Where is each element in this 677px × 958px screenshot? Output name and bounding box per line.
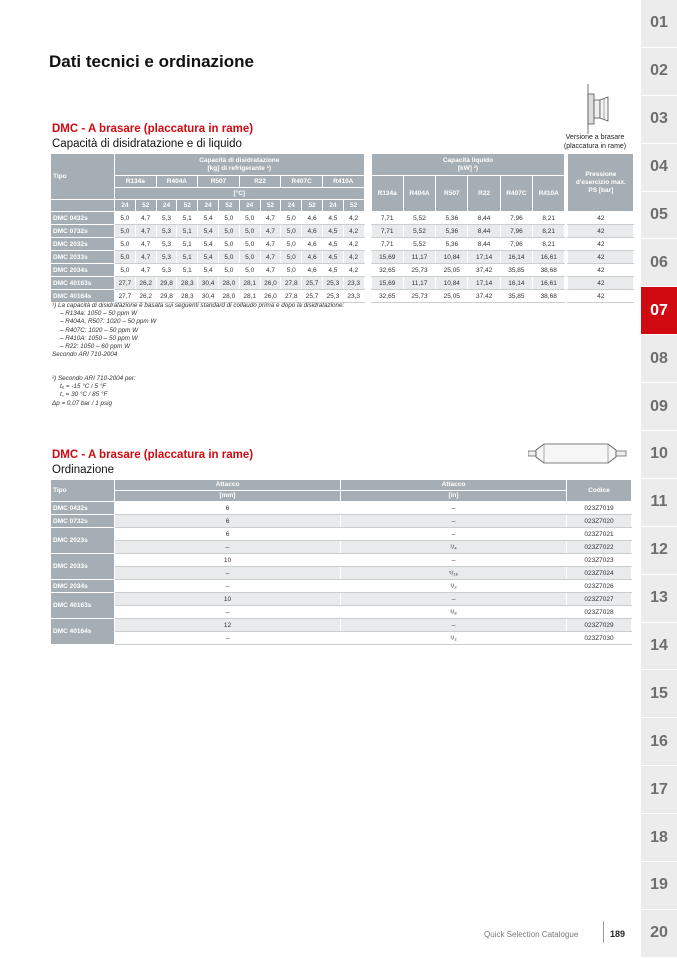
- dis-cell: 25,3: [322, 277, 343, 290]
- attacco-in-cell: –: [341, 619, 567, 632]
- table-row: [51, 528, 632, 541]
- dis-cell: 5,4: [198, 225, 219, 238]
- dis-cell: 5,0: [239, 264, 260, 277]
- liq-cell: 16,14: [500, 251, 532, 264]
- dis-cell: 4,5: [322, 251, 343, 264]
- refrigerant-liq-header: R134a: [371, 176, 403, 212]
- dis-cell: 28,1: [239, 277, 260, 290]
- dis-cell: 4,7: [260, 212, 281, 225]
- liq-cell: 5,36: [436, 238, 468, 251]
- ps-header-3: PS [bar]: [588, 186, 614, 194]
- tab-01[interactable]: 01: [641, 0, 677, 48]
- tab-03[interactable]: 03: [641, 96, 677, 144]
- tab-09[interactable]: 09: [641, 383, 677, 431]
- dis-cell: 5,1: [177, 212, 198, 225]
- dis-cell: 5,4: [198, 238, 219, 251]
- row-tipo: DMC 40163s: [51, 277, 115, 290]
- dis-cell: 4,7: [260, 225, 281, 238]
- temp-header: 52: [177, 200, 198, 212]
- dis-cell: 4,5: [322, 238, 343, 251]
- table-row: [51, 290, 634, 303]
- dis-cell: 5,0: [281, 264, 302, 277]
- unit-celsius: [°C]: [115, 188, 365, 200]
- liq-cell: 5,36: [436, 212, 468, 225]
- code-cell: 023Z7029: [567, 619, 632, 632]
- row-tipo: DMC 40164s: [51, 290, 115, 303]
- unit-mm: [mm]: [115, 491, 341, 502]
- liq-cell: 11,17: [403, 277, 435, 290]
- ordering-table: [50, 479, 632, 645]
- liq-cell: 38,68: [533, 264, 565, 277]
- dis-cell: 4,7: [135, 225, 156, 238]
- dis-cell: 5,3: [156, 225, 177, 238]
- tab-05[interactable]: 05: [641, 192, 677, 240]
- row-tipo: DMC 0732s: [51, 515, 115, 528]
- table-row: [51, 554, 632, 567]
- dis-cell: 5,1: [177, 238, 198, 251]
- note-line: ²) Secondo ARI 710-2004 per:: [52, 375, 136, 382]
- dis-cell: 4,5: [322, 225, 343, 238]
- attacco-in-cell: –: [341, 593, 567, 606]
- dis-cell: 5,0: [239, 212, 260, 225]
- dis-cell: 26,2: [135, 290, 156, 303]
- dis-cell: 5,0: [115, 225, 136, 238]
- dis-cell: 5,0: [239, 238, 260, 251]
- dis-cell: 5,0: [115, 238, 136, 251]
- liq-cell: 8,44: [468, 225, 500, 238]
- temp-header: 24: [239, 200, 260, 212]
- attacco-mm-cell: 6: [115, 528, 341, 541]
- code-cell: 023Z7030: [567, 632, 632, 645]
- dis-cell: 30,4: [198, 290, 219, 303]
- row-tipo: DMC 2023s: [51, 528, 115, 554]
- row-tipo: DMC 40163s: [51, 593, 115, 619]
- table-row: [51, 238, 634, 251]
- dis-cell: 28,0: [218, 277, 239, 290]
- dis-cell: 4,6: [302, 225, 323, 238]
- refrigerant-liq-header: R404A: [403, 176, 435, 212]
- cap-liq-header-1: Capacità liquido: [442, 156, 494, 164]
- refrigerant-dis-header: R507: [198, 176, 240, 188]
- section1-title: DMC - A brasare (placcatura in rame): [52, 123, 254, 135]
- liq-cell: 35,85: [500, 290, 532, 303]
- attacco-in-cell: ⁵/₁₆: [341, 567, 567, 580]
- section2-subtitle: Ordinazione: [52, 464, 115, 476]
- liq-cell: 8,44: [468, 212, 500, 225]
- tab-19[interactable]: 19: [641, 862, 677, 910]
- tab-10[interactable]: 10: [641, 431, 677, 479]
- tab-20[interactable]: 20: [641, 910, 677, 958]
- refrigerant-liq-header: R407C: [500, 176, 532, 212]
- note-line: tₑ = -15 °C / 5 °F: [60, 383, 107, 391]
- dis-cell: 4,5: [322, 212, 343, 225]
- liq-cell: 17,14: [468, 251, 500, 264]
- refrigerant-dis-header: R134a: [115, 176, 157, 188]
- dis-cell: 4,2: [343, 264, 364, 277]
- note-line: – R410A: 1050 – 50 ppm W: [60, 334, 138, 342]
- dis-cell: 4,6: [302, 251, 323, 264]
- tab-11[interactable]: 11: [641, 479, 677, 527]
- dis-cell: 5,3: [156, 264, 177, 277]
- refrigerant-liq-header: R410A: [533, 176, 565, 212]
- attacco-mm-cell: –: [115, 606, 341, 619]
- refrigerant-liq-header: R22: [468, 176, 500, 212]
- liq-cell: 7,96: [500, 238, 532, 251]
- tab-18[interactable]: 18: [641, 814, 677, 862]
- liq-cell: 11,17: [403, 251, 435, 264]
- dis-cell: 27,8: [281, 290, 302, 303]
- dis-cell: 5,0: [239, 251, 260, 264]
- dis-cell: 4,7: [135, 251, 156, 264]
- liq-cell: 32,65: [371, 290, 403, 303]
- row-tipo: DMC 2033s: [51, 251, 115, 264]
- dis-cell: 29,8: [156, 290, 177, 303]
- liq-cell: 35,85: [500, 264, 532, 277]
- liq-cell: 15,69: [371, 277, 403, 290]
- tab-07[interactable]: 07: [641, 287, 677, 335]
- code-cell: 023Z7024: [567, 567, 632, 580]
- col-codice: Codice: [567, 480, 632, 502]
- dis-cell: 5,4: [198, 264, 219, 277]
- liq-cell: 38,68: [533, 290, 565, 303]
- dis-cell: 25,7: [302, 277, 323, 290]
- code-cell: 023Z7027: [567, 593, 632, 606]
- section1-subtitle: Capacità di disidratazione e di liquido: [52, 138, 242, 150]
- temp-header: 24: [198, 200, 219, 212]
- note-line: – R407C: 1020 – 50 ppm W: [60, 326, 139, 334]
- liq-cell: 5,52: [403, 238, 435, 251]
- liq-cell: 25,73: [403, 290, 435, 303]
- table-row: [51, 212, 634, 225]
- liq-cell: 17,14: [468, 277, 500, 290]
- row-tipo: DMC 2034s: [51, 264, 115, 277]
- tab-04[interactable]: 04: [641, 144, 677, 192]
- dis-cell: 4,7: [260, 238, 281, 251]
- dis-cell: 23,3: [343, 277, 364, 290]
- note-line: t꜀ = 30 °C / 85 °F: [60, 391, 108, 399]
- table-row: [51, 264, 634, 277]
- dis-cell: 28,0: [218, 290, 239, 303]
- page-number: 189: [610, 929, 626, 939]
- dis-cell: 4,6: [302, 238, 323, 251]
- table-row: [51, 580, 632, 593]
- attacco-mm-cell: –: [115, 567, 341, 580]
- col-tipo: Tipo: [51, 154, 115, 200]
- dis-cell: 4,2: [343, 212, 364, 225]
- tab-15[interactable]: 15: [641, 670, 677, 718]
- temp-header: 52: [343, 200, 364, 212]
- dis-cell: 29,8: [156, 277, 177, 290]
- dis-cell: 5,0: [115, 251, 136, 264]
- dis-cell: 5,4: [198, 251, 219, 264]
- dis-cell: 4,7: [260, 264, 281, 277]
- code-cell: 023Z7026: [567, 580, 632, 593]
- attacco-in-cell: –: [341, 554, 567, 567]
- row-tipo: DMC 0432s: [51, 502, 115, 515]
- liq-cell: 5,52: [403, 225, 435, 238]
- refrigerant-dis-header: R22: [239, 176, 281, 188]
- row-tipo: DMC 40164s: [51, 619, 115, 645]
- dis-cell: 5,0: [239, 225, 260, 238]
- code-cell: 023Z7021: [567, 528, 632, 541]
- table-row: [51, 541, 632, 554]
- temp-header: 52: [302, 200, 323, 212]
- dis-cell: 5,0: [218, 212, 239, 225]
- temp-header: 24: [322, 200, 343, 212]
- attacco-mm-cell: 10: [115, 593, 341, 606]
- attacco-mm-cell: –: [115, 541, 341, 554]
- dis-cell: 5,1: [177, 251, 198, 264]
- dis-cell: 27,7: [115, 290, 136, 303]
- refrigerant-dis-header: R404A: [156, 176, 198, 188]
- liq-cell: 8,21: [533, 212, 565, 225]
- dis-cell: 5,1: [177, 225, 198, 238]
- liq-cell: 7,96: [500, 225, 532, 238]
- valve-side-drawing: [582, 84, 614, 134]
- filter-drier-drawing: [528, 438, 628, 468]
- dis-cell: 4,6: [302, 212, 323, 225]
- col-attacco-in: Attacco: [341, 480, 567, 491]
- table-row: [51, 515, 632, 528]
- attacco-in-cell: ¹/₄: [341, 541, 567, 554]
- note-line: – R22: 1050 – 60 ppm W: [60, 343, 131, 351]
- tab-02[interactable]: 02: [641, 48, 677, 96]
- dis-cell: 5,0: [281, 225, 302, 238]
- dis-cell: 28,1: [239, 290, 260, 303]
- table-row: [51, 251, 634, 264]
- liq-cell: 7,71: [371, 225, 403, 238]
- dis-cell: 5,3: [156, 251, 177, 264]
- tab-16[interactable]: 16: [641, 718, 677, 766]
- dis-cell: 4,7: [135, 238, 156, 251]
- table-row: [51, 606, 632, 619]
- dis-cell: 5,0: [281, 238, 302, 251]
- dis-cell: 28,3: [177, 290, 198, 303]
- liq-cell: 16,61: [533, 277, 565, 290]
- attacco-in-cell: ¹/₂: [341, 632, 567, 645]
- liq-cell: 37,42: [468, 264, 500, 277]
- table-row: [51, 502, 632, 515]
- dis-cell: 5,0: [218, 238, 239, 251]
- attacco-mm-cell: –: [115, 580, 341, 593]
- dis-cell: 5,0: [218, 225, 239, 238]
- tab-12[interactable]: 12: [641, 527, 677, 575]
- liq-cell: 25,73: [403, 264, 435, 277]
- note-line: – R134a: 1050 – 50 ppm W: [60, 310, 138, 318]
- ps-header-2: d'esercizio max.: [575, 178, 626, 186]
- code-cell: 023Z7022: [567, 541, 632, 554]
- code-cell: 023Z7020: [567, 515, 632, 528]
- refrigerant-dis-header: R410A: [322, 176, 364, 188]
- temp-header: 52: [260, 200, 281, 212]
- liq-cell: 8,44: [468, 238, 500, 251]
- liq-cell: 7,96: [500, 212, 532, 225]
- ps-cell: 42: [568, 238, 634, 251]
- code-cell: 023Z7019: [567, 502, 632, 515]
- liq-cell: 10,84: [436, 251, 468, 264]
- attacco-in-cell: –: [341, 502, 567, 515]
- tab-14[interactable]: 14: [641, 623, 677, 671]
- liq-cell: 8,21: [533, 225, 565, 238]
- liq-cell: 16,14: [500, 277, 532, 290]
- footer-divider: [603, 921, 604, 943]
- dis-cell: 28,3: [177, 277, 198, 290]
- dis-cell: 4,6: [302, 264, 323, 277]
- dis-cell: 26,0: [260, 277, 281, 290]
- attacco-in-cell: ³/₈: [341, 606, 567, 619]
- liq-cell: 16,61: [533, 251, 565, 264]
- attacco-mm-cell: –: [115, 632, 341, 645]
- dis-cell: 5,0: [281, 251, 302, 264]
- footnote-1: [52, 302, 344, 359]
- dis-cell: 4,7: [135, 212, 156, 225]
- tab-06[interactable]: 06: [641, 239, 677, 287]
- cap-liq-header-2: [kW] ²): [457, 164, 479, 172]
- dis-cell: 5,4: [198, 212, 219, 225]
- section2-title: DMC - A brasare (placcatura in rame): [52, 449, 254, 461]
- dis-cell: 30,4: [198, 277, 219, 290]
- dis-cell: 5,0: [218, 251, 239, 264]
- temp-header: 24: [115, 200, 136, 212]
- chapter-tabs: [641, 0, 677, 958]
- ps-cell: 42: [568, 290, 634, 303]
- dis-cell: 25,7: [302, 290, 323, 303]
- cap-dis-header-1: Capacità di disidratazione: [199, 156, 280, 164]
- code-cell: 023Z7028: [567, 606, 632, 619]
- dis-cell: 26,0: [260, 290, 281, 303]
- dis-cell: 5,0: [281, 212, 302, 225]
- dis-cell: 4,2: [343, 238, 364, 251]
- footnote-2: [52, 375, 136, 408]
- refrigerant-dis-header: R407C: [281, 176, 323, 188]
- dis-cell: 4,2: [343, 251, 364, 264]
- temp-header: 24: [156, 200, 177, 212]
- tab-08[interactable]: 08: [641, 335, 677, 383]
- dis-cell: 5,3: [156, 238, 177, 251]
- attacco-mm-cell: 10: [115, 554, 341, 567]
- liq-cell: 37,42: [468, 290, 500, 303]
- table-row: [51, 225, 634, 238]
- table-row: [51, 619, 632, 632]
- attacco-in-cell: –: [341, 528, 567, 541]
- note-line: Secondo ARI 710-2004: [52, 351, 118, 359]
- dis-cell: 4,5: [322, 264, 343, 277]
- ps-cell: 42: [568, 225, 634, 238]
- row-tipo: DMC 2032s: [51, 238, 115, 251]
- tab-17[interactable]: 17: [641, 766, 677, 814]
- image-caption-2: (placcatura in rame): [563, 143, 627, 150]
- table-row: [51, 593, 632, 606]
- note-line: Δp = 0,07 bar / 1 psig: [52, 399, 113, 407]
- unit-in: [in]: [341, 491, 567, 502]
- dis-cell: 26,2: [135, 277, 156, 290]
- liq-cell: 5,36: [436, 225, 468, 238]
- liq-cell: 25,05: [436, 264, 468, 277]
- ps-cell: 42: [568, 277, 634, 290]
- code-cell: 023Z7023: [567, 554, 632, 567]
- ps-header-1: Pressione: [585, 170, 617, 178]
- liq-cell: 25,05: [436, 290, 468, 303]
- ps-cell: 42: [568, 264, 634, 277]
- attacco-in-cell: –: [341, 515, 567, 528]
- dis-cell: 4,7: [260, 251, 281, 264]
- dis-cell: 4,7: [135, 264, 156, 277]
- dis-cell: 5,0: [218, 264, 239, 277]
- liq-cell: 8,21: [533, 238, 565, 251]
- col-attacco-mm: Attacco: [115, 480, 341, 491]
- attacco-in-cell: ¹/₂: [341, 580, 567, 593]
- liq-cell: 32,65: [371, 264, 403, 277]
- capacity-table: [50, 153, 634, 303]
- image-caption-1: Versione a brasare: [565, 134, 625, 141]
- dis-cell: 27,8: [281, 277, 302, 290]
- temp-header: 52: [218, 200, 239, 212]
- ps-cell: 42: [568, 251, 634, 264]
- attacco-mm-cell: 6: [115, 515, 341, 528]
- note-line: ¹) La capacità di disidratazione è basata sui seguenti standard di collaudo prima e dopo la disidratazione:: [52, 302, 345, 309]
- dis-cell: 5,0: [115, 264, 136, 277]
- page-title: Dati tecnici e ordinazione: [49, 52, 254, 71]
- liq-cell: 5,52: [403, 212, 435, 225]
- liq-cell: 7,71: [371, 212, 403, 225]
- row-tipo: DMC 0432s: [51, 212, 115, 225]
- dis-cell: 25,3: [322, 290, 343, 303]
- row-tipo: DMC 2034s: [51, 580, 115, 593]
- table-row: [51, 632, 632, 645]
- dis-cell: 5,1: [177, 264, 198, 277]
- table-row: [51, 567, 632, 580]
- dis-cell: 4,2: [343, 225, 364, 238]
- temp-header: 52: [135, 200, 156, 212]
- liq-cell: 10,84: [436, 277, 468, 290]
- tab-13[interactable]: 13: [641, 575, 677, 623]
- cap-dis-header-2: [kg] di refrigerante ¹): [207, 164, 272, 172]
- liq-cell: 15,69: [371, 251, 403, 264]
- dis-cell: 5,3: [156, 212, 177, 225]
- note-line: – R404A, R507: 1020 – 50 ppm W: [60, 318, 157, 326]
- table-row: [51, 277, 634, 290]
- row-tipo: DMC 0732s: [51, 225, 115, 238]
- row-tipo: DMC 2033s: [51, 554, 115, 580]
- temp-header: 24: [281, 200, 302, 212]
- ps-cell: 42: [568, 212, 634, 225]
- footer-catalogue: Quick Selection Catalogue: [484, 930, 579, 939]
- dis-cell: 5,0: [115, 212, 136, 225]
- liq-cell: 7,71: [371, 238, 403, 251]
- dis-cell: 27,7: [115, 277, 136, 290]
- attacco-mm-cell: 6: [115, 502, 341, 515]
- attacco-mm-cell: 12: [115, 619, 341, 632]
- dis-cell: 23,3: [343, 290, 364, 303]
- col-tipo-2: Tipo: [51, 480, 115, 502]
- refrigerant-liq-header: R507: [436, 176, 468, 212]
